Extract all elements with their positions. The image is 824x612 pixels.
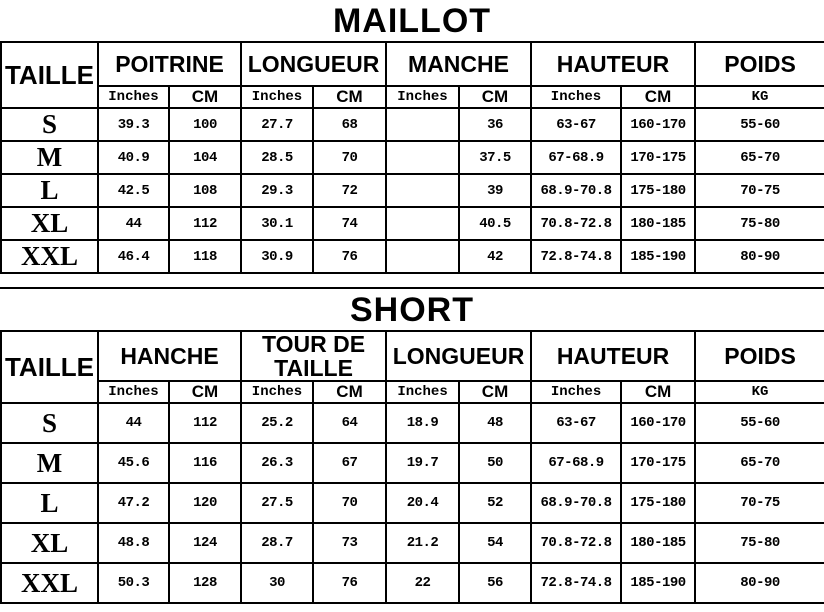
size-label: S	[1, 403, 98, 443]
value-cell: 112	[169, 403, 241, 443]
value-cell: 40.5	[459, 207, 531, 240]
value-cell: 116	[169, 443, 241, 483]
value-cell: 120	[169, 483, 241, 523]
value-cell: 70	[313, 141, 386, 174]
value-cell	[386, 174, 459, 207]
value-cell: 54	[459, 523, 531, 563]
value-cell: 44	[98, 207, 169, 240]
value-cell: 160-170	[621, 403, 695, 443]
unit-header-longueur-inches: Inches	[241, 86, 313, 108]
value-cell: 42.5	[98, 174, 169, 207]
value-cell: 20.4	[386, 483, 459, 523]
unit-header-manche-inches: Inches	[386, 86, 459, 108]
value-cell: 175-180	[621, 483, 695, 523]
value-cell: 175-180	[621, 174, 695, 207]
value-cell	[386, 240, 459, 273]
value-cell: 65-70	[695, 141, 824, 174]
value-cell: 30.1	[241, 207, 313, 240]
column-group-header-row	[1, 331, 824, 381]
unit-header-poids-kg: KG	[695, 381, 824, 403]
value-cell: 27.7	[241, 108, 313, 141]
value-cell: 180-185	[621, 523, 695, 563]
value-cell: 185-190	[621, 563, 695, 603]
value-cell: 76	[313, 240, 386, 273]
unit-header-longueur-cm: CM	[313, 86, 386, 108]
value-cell: 70.8-72.8	[531, 523, 621, 563]
value-cell: 70.8-72.8	[531, 207, 621, 240]
value-cell: 76	[313, 563, 386, 603]
value-cell: 27.5	[241, 483, 313, 523]
value-cell: 63-67	[531, 108, 621, 141]
value-cell: 68	[313, 108, 386, 141]
value-cell: 28.7	[241, 523, 313, 563]
value-cell: 70-75	[695, 483, 824, 523]
value-cell: 185-190	[621, 240, 695, 273]
size-label: L	[1, 174, 98, 207]
value-cell	[386, 141, 459, 174]
value-cell	[386, 207, 459, 240]
table-row	[1, 141, 824, 174]
value-cell: 65-70	[695, 443, 824, 483]
value-cell: 180-185	[621, 207, 695, 240]
unit-header-poitrine-inches: Inches	[98, 86, 169, 108]
value-cell: 63-67	[531, 403, 621, 443]
table-row	[1, 207, 824, 240]
value-cell: 67	[313, 443, 386, 483]
group-header-poids: POIDS	[695, 42, 824, 86]
unit-header-longueur-inches: Inches	[386, 381, 459, 403]
value-cell: 64	[313, 403, 386, 443]
group-header-tour-de-taille: TOUR DE TAILLE	[241, 331, 386, 381]
value-cell: 68.9-70.8	[531, 483, 621, 523]
value-cell: 68.9-70.8	[531, 174, 621, 207]
value-cell: 45.6	[98, 443, 169, 483]
value-cell: 108	[169, 174, 241, 207]
unit-header-poids-kg: KG	[695, 86, 824, 108]
value-cell: 72.8-74.8	[531, 563, 621, 603]
size-label: M	[1, 141, 98, 174]
value-cell: 104	[169, 141, 241, 174]
group-header-manche: MANCHE	[386, 42, 531, 86]
value-cell: 46.4	[98, 240, 169, 273]
group-header-hauteur: HAUTEUR	[531, 42, 695, 86]
group-header-hanche: HANCHE	[98, 331, 241, 381]
value-cell: 48	[459, 403, 531, 443]
value-cell: 44	[98, 403, 169, 443]
group-header-hauteur: HAUTEUR	[531, 331, 695, 381]
value-cell: 128	[169, 563, 241, 603]
table-gap-divider	[0, 274, 824, 289]
unit-header-tour-de-taille-inches: Inches	[241, 381, 313, 403]
unit-header-hauteur-inches: Inches	[531, 86, 621, 108]
unit-header-manche-cm: CM	[459, 86, 531, 108]
value-cell: 70	[313, 483, 386, 523]
value-cell: 50.3	[98, 563, 169, 603]
value-cell: 160-170	[621, 108, 695, 141]
value-cell: 72.8-74.8	[531, 240, 621, 273]
value-cell: 26.3	[241, 443, 313, 483]
value-cell: 67-68.9	[531, 443, 621, 483]
table-row	[1, 174, 824, 207]
column-group-header-row	[1, 42, 824, 86]
size-label: M	[1, 443, 98, 483]
group-header-poitrine: POITRINE	[98, 42, 241, 86]
value-cell: 73	[313, 523, 386, 563]
value-cell: 170-175	[621, 141, 695, 174]
group-header-longueur: LONGUEUR	[386, 331, 531, 381]
value-cell: 42	[459, 240, 531, 273]
value-cell: 67-68.9	[531, 141, 621, 174]
value-cell: 18.9	[386, 403, 459, 443]
value-cell: 118	[169, 240, 241, 273]
value-cell: 55-60	[695, 108, 824, 141]
size-column-header: TAILLE	[1, 331, 98, 403]
table-row	[1, 523, 824, 563]
value-cell: 75-80	[695, 207, 824, 240]
table-row	[1, 483, 824, 523]
maillot-size-table	[0, 41, 824, 274]
table-row	[1, 108, 824, 141]
value-cell: 48.8	[98, 523, 169, 563]
unit-header-hauteur-inches: Inches	[531, 381, 621, 403]
value-cell: 47.2	[98, 483, 169, 523]
value-cell: 39.3	[98, 108, 169, 141]
value-cell: 39	[459, 174, 531, 207]
value-cell: 28.5	[241, 141, 313, 174]
short-size-table	[0, 330, 824, 604]
value-cell: 72	[313, 174, 386, 207]
value-cell: 30.9	[241, 240, 313, 273]
value-cell: 40.9	[98, 141, 169, 174]
unit-header-row	[1, 381, 824, 403]
table-row	[1, 403, 824, 443]
unit-header-poitrine-cm: CM	[169, 86, 241, 108]
value-cell: 22	[386, 563, 459, 603]
size-column-header: TAILLE	[1, 42, 98, 108]
value-cell: 170-175	[621, 443, 695, 483]
value-cell: 37.5	[459, 141, 531, 174]
size-label: XXL	[1, 563, 98, 603]
value-cell: 29.3	[241, 174, 313, 207]
value-cell: 124	[169, 523, 241, 563]
value-cell: 56	[459, 563, 531, 603]
unit-header-tour-de-taille-cm: CM	[313, 381, 386, 403]
table-row	[1, 443, 824, 483]
value-cell: 70-75	[695, 174, 824, 207]
size-label: S	[1, 108, 98, 141]
value-cell: 80-90	[695, 563, 824, 603]
value-cell: 74	[313, 207, 386, 240]
table-row	[1, 563, 824, 603]
value-cell: 50	[459, 443, 531, 483]
value-cell: 75-80	[695, 523, 824, 563]
size-label: XL	[1, 207, 98, 240]
group-header-longueur: LONGUEUR	[241, 42, 386, 86]
unit-header-hauteur-cm: CM	[621, 86, 695, 108]
value-cell: 55-60	[695, 403, 824, 443]
value-cell: 80-90	[695, 240, 824, 273]
value-cell: 30	[241, 563, 313, 603]
size-label: XL	[1, 523, 98, 563]
value-cell: 36	[459, 108, 531, 141]
value-cell: 100	[169, 108, 241, 141]
size-label: L	[1, 483, 98, 523]
unit-header-row	[1, 86, 824, 108]
unit-header-hanche-cm: CM	[169, 381, 241, 403]
size-label: XXL	[1, 240, 98, 273]
value-cell: 112	[169, 207, 241, 240]
group-header-poids: POIDS	[695, 331, 824, 381]
unit-header-hauteur-cm: CM	[621, 381, 695, 403]
unit-header-hanche-inches: Inches	[98, 381, 169, 403]
value-cell	[386, 108, 459, 141]
value-cell: 21.2	[386, 523, 459, 563]
value-cell: 25.2	[241, 403, 313, 443]
value-cell: 52	[459, 483, 531, 523]
unit-header-longueur-cm: CM	[459, 381, 531, 403]
short-title: SHORT	[350, 290, 474, 329]
table-row	[1, 240, 824, 273]
value-cell: 19.7	[386, 443, 459, 483]
maillot-title: MAILLOT	[332, 1, 492, 40]
